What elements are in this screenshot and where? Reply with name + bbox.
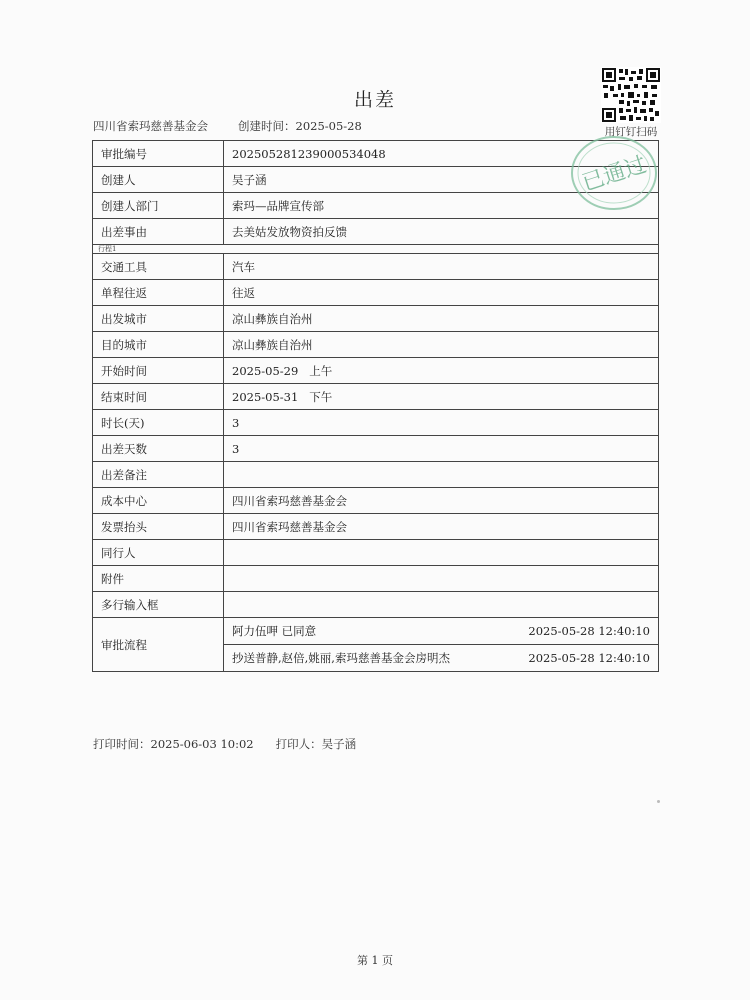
field-label: 时长(天) — [93, 410, 224, 436]
invoice-title-value: 四川省索玛慈善基金会 — [224, 514, 659, 540]
department-value: 索玛—品牌宣传部 — [224, 193, 659, 219]
departure-city-value: 凉山彝族自治州 — [224, 306, 659, 332]
table-row — [93, 592, 659, 618]
duration-value: 3 — [224, 410, 659, 436]
field-label: 多行输入框 — [93, 592, 224, 618]
table-row — [93, 193, 659, 219]
field-label: 单程往返 — [93, 280, 224, 306]
qr-caption: 用钉钉扫码 — [604, 126, 658, 138]
org-name: 四川省索玛慈善基金会 — [93, 119, 208, 133]
cc-step-text: 抄送普静,赵倍,姚丽,索玛慈善基金会房明杰 — [232, 651, 450, 665]
printer-label: 打印人： — [275, 737, 322, 751]
field-label: 发票抬头 — [93, 514, 224, 540]
field-label: 交通工具 — [93, 254, 224, 280]
table-row — [93, 566, 659, 592]
cost-center-value: 四川省索玛慈善基金会 — [224, 488, 659, 514]
print-footer — [93, 736, 356, 752]
companions-value — [224, 540, 659, 566]
table-row — [93, 358, 659, 384]
trip-type-value: 往返 — [224, 280, 659, 306]
field-label: 出差天数 — [93, 436, 224, 462]
approval-flow-row — [93, 618, 659, 672]
field-label: 出差事由 — [93, 219, 224, 245]
table-row — [93, 219, 659, 245]
field-label: 结束时间 — [93, 384, 224, 410]
table-row — [93, 488, 659, 514]
end-time-value: 2025-05-31 下午 — [224, 384, 659, 410]
print-time-label: 打印时间： — [93, 737, 151, 751]
field-label: 同行人 — [93, 540, 224, 566]
start-time-value: 2025-05-29 上午 — [224, 358, 659, 384]
trip-remark-value — [224, 462, 659, 488]
cc-step-time: 2025-05-28 12:40:10 — [528, 651, 650, 665]
stamp-text: 已通过 — [579, 152, 650, 197]
table-row — [93, 254, 659, 280]
page-number: 第 1 页 — [357, 954, 393, 967]
printer-value: 吴子涵 — [321, 737, 357, 751]
field-label: 出发城市 — [93, 306, 224, 332]
destination-city-value: 凉山彝族自治州 — [224, 332, 659, 358]
document-title: 出差 — [353, 89, 396, 111]
table-row — [93, 306, 659, 332]
field-label: 附件 — [93, 566, 224, 592]
qr-code-icon — [601, 67, 661, 123]
approval-step — [224, 618, 658, 644]
approval-number-value: 202505281239000534048 — [224, 141, 659, 167]
travel-form-table — [92, 140, 659, 672]
trip-days-value: 3 — [224, 436, 659, 462]
itinerary-section-row — [93, 245, 659, 254]
creator-value: 吴子涵 — [224, 167, 659, 193]
itinerary-section-label: 行程1 — [93, 245, 659, 254]
approval-step-time: 2025-05-28 12:40:10 — [528, 624, 650, 638]
field-label: 出差备注 — [93, 462, 224, 488]
field-label: 目的城市 — [93, 332, 224, 358]
field-label: 创建人部门 — [93, 193, 224, 219]
table-row — [93, 436, 659, 462]
field-label: 审批编号 — [93, 141, 224, 167]
table-row — [93, 540, 659, 566]
table-row — [93, 167, 659, 193]
table-row — [93, 332, 659, 358]
field-label: 审批流程 — [93, 618, 224, 672]
table-row — [93, 141, 659, 167]
table-row — [93, 280, 659, 306]
field-label: 创建人 — [93, 167, 224, 193]
cc-step — [224, 644, 658, 671]
approval-flow-cell — [224, 618, 659, 672]
transport-value: 汽车 — [224, 254, 659, 280]
multiline-value — [224, 592, 659, 618]
scan-speck — [657, 800, 660, 803]
trip-reason-value: 去美姑发放物资拍反馈 — [224, 219, 659, 245]
attachment-value — [224, 566, 659, 592]
table-row — [93, 462, 659, 488]
created-label: 创建时间： — [238, 119, 296, 133]
print-time-value: 2025-06-03 10:02 — [150, 737, 254, 751]
document-meta — [93, 118, 362, 134]
field-label: 成本中心 — [93, 488, 224, 514]
table-row — [93, 514, 659, 540]
table-row — [93, 384, 659, 410]
created-date: 2025-05-28 — [295, 119, 362, 133]
approval-step-text: 阿力伍呷 已同意 — [232, 624, 317, 638]
table-row — [93, 410, 659, 436]
field-label: 开始时间 — [93, 358, 224, 384]
